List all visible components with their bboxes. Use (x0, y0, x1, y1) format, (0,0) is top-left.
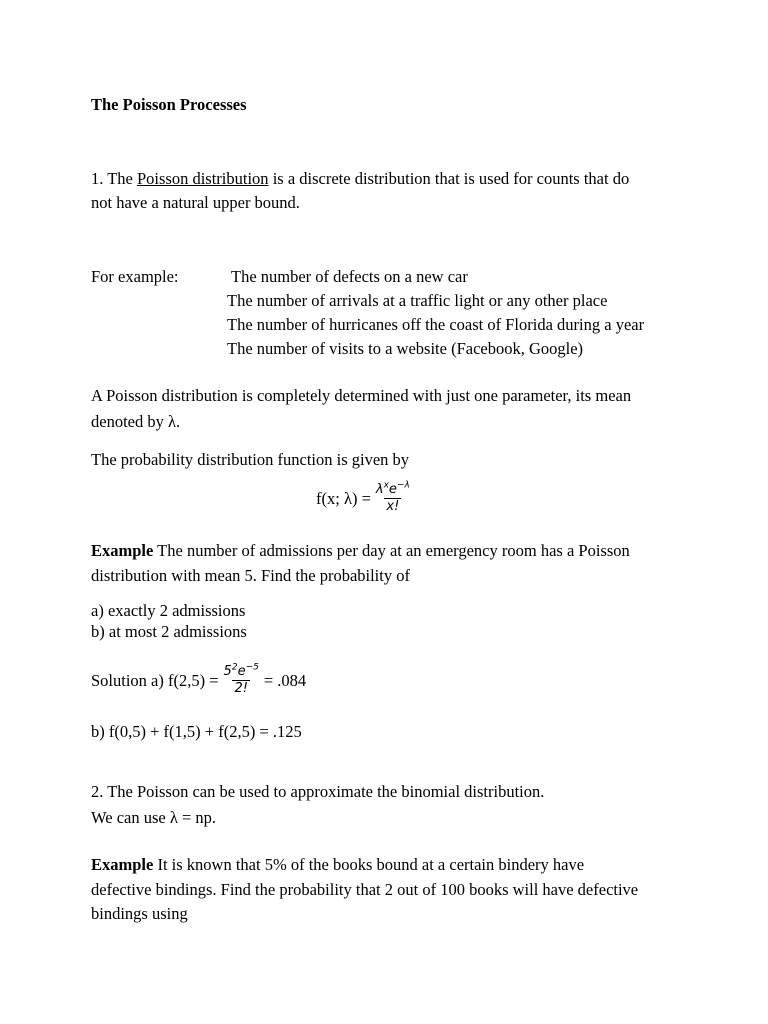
example-item: The number of defects on a new car (231, 267, 468, 286)
poisson-distribution-term: Poisson distribution (136, 169, 269, 188)
example-item: The number of hurricanes off the coast of Florida during a year (227, 315, 645, 334)
pdf-formula-numerator: $\lambda^xe^{-\lambda}$ (375, 480, 410, 497)
pdf-formula-denominator: x! (386, 499, 400, 514)
parameter-line-2: denoted by λ. (91, 412, 181, 431)
example-label: Example (91, 855, 154, 874)
pdf-intro: The probability distribution function is given by (91, 450, 410, 469)
section-1-line-1 (91, 169, 629, 189)
example-1-line-1-rest: The number of admissions per day at an emergency room has a Poisson (153, 541, 630, 560)
solution-a-lhs: Solution a) f(2,5) = (91, 670, 219, 690)
page-title: The Poisson Processes (91, 95, 247, 114)
example-1-line-2: distribution with mean 5. Find the probability of (91, 566, 410, 585)
example-2-line-1 (91, 855, 584, 875)
section-1-line-2: not have a natural upper bound. (91, 193, 300, 212)
example-item: The number of visits to a website (Facebook, Google) (227, 339, 584, 358)
solution-a-numerator: $5^2e^{-5}$ (223, 662, 259, 679)
pdf-formula (316, 482, 415, 515)
section-1-line-1-rest: is a discrete distribution that is used for counts that do (268, 169, 630, 188)
example-item: The number of arrivals at a traffic light or any other place (227, 291, 608, 310)
solution-a-denominator: 2! (234, 681, 248, 696)
example-1-part-b: b) at most 2 admissions (91, 622, 247, 641)
pdf-formula-fraction (374, 482, 412, 515)
example-label: Example (91, 541, 154, 560)
section-2-line-1: 2. The Poisson can be used to approximate the binomial distribution. (91, 782, 545, 801)
section-1-prefix: 1. The (91, 169, 137, 188)
solution-a-formula (91, 664, 306, 697)
section-2-line-2: We can use λ = np. (91, 808, 217, 827)
parameter-line-1: A Poisson distribution is completely determined with just one parameter, its mean (91, 386, 632, 405)
example-1-line-1 (91, 541, 630, 561)
example-2-line-2: defective bindings. Find the probability that 2 out of 100 books will have defective (91, 880, 639, 899)
solution-a-fraction (222, 664, 261, 697)
example-2-line-3: bindings using (91, 904, 188, 923)
for-example-label: For example: (91, 267, 179, 286)
solution-a-result: = .084 (263, 670, 307, 690)
example-2-line-1-rest: It is known that 5% of the books bound at a certain bindery have (153, 855, 585, 874)
example-1-part-a: a) exactly 2 admissions (91, 601, 246, 620)
pdf-formula-lhs: f(x; λ) = (316, 488, 371, 508)
solution-b: b) f(0,5) + f(1,5) + f(2,5) = .125 (91, 722, 302, 741)
